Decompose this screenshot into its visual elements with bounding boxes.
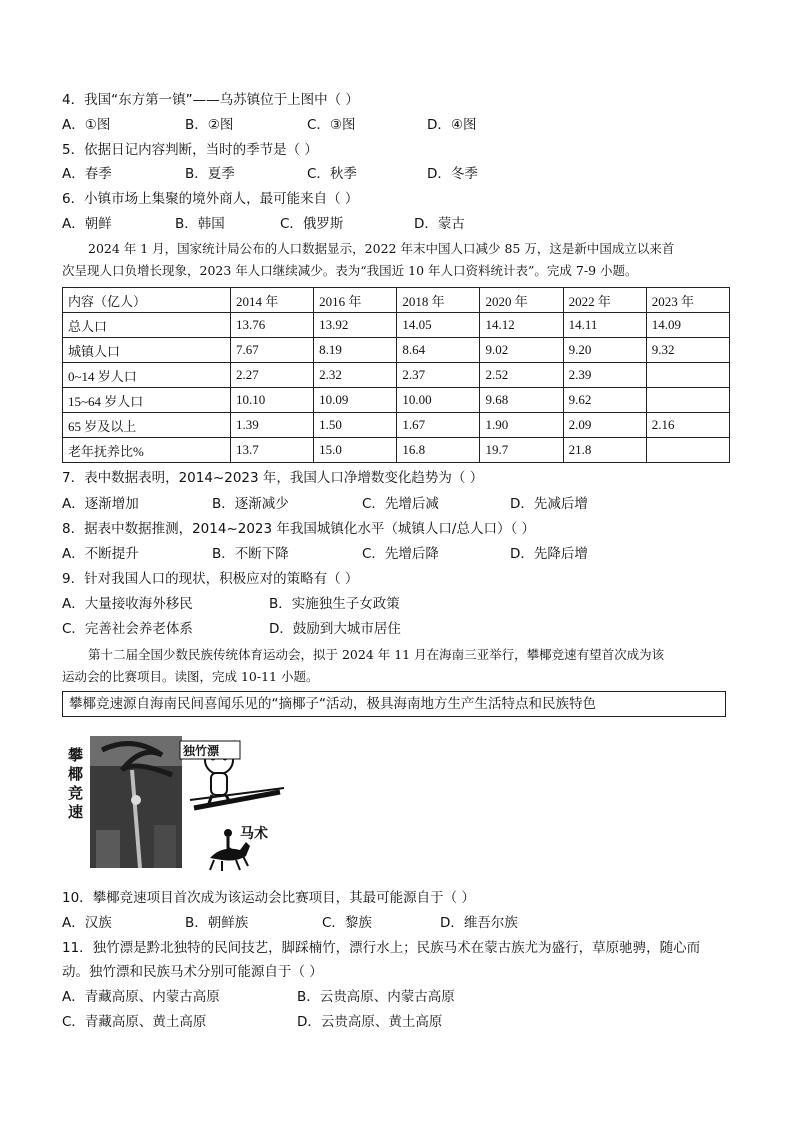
boxed-note: 攀椰竞速源自海南民间喜闻乐见的“摘椰子“活动，极具海南地方生产生活特点和民族特色 (62, 691, 726, 717)
row-label-cell: 0~14 岁人口 (63, 363, 231, 388)
question-10-stem: 10．攀椰竞速项目首次成为该运动会比赛项目，其最可能源自于（ ） (62, 890, 475, 906)
climb-label-4: 速 (68, 803, 84, 821)
option-c: C．秋季 (307, 166, 357, 182)
row-label-cell: 老年抚养比% (63, 438, 231, 463)
column-header: 2018 年 (397, 288, 480, 313)
table-cell: 10.00 (397, 388, 480, 413)
table-cell: 10.10 (231, 388, 314, 413)
option-d: D．蒙古 (414, 216, 465, 232)
sports-figure (62, 730, 302, 875)
table-cell: 7.67 (231, 338, 314, 363)
option-c: C．完善社会养老体系 (62, 621, 193, 637)
option-b: B．夏季 (185, 166, 235, 182)
passage-line: 2024 年 1 月，国家统计局公布的人口数据显示，2022 年末中国人口减少 85 万，这是新中国成立以来首 (88, 241, 675, 256)
table-cell: 1.39 (231, 413, 314, 438)
table-cell: 15.0 (314, 438, 397, 463)
option-c: C．黎族 (322, 915, 372, 931)
option-b: B．云贵高原、内蒙古高原 (297, 989, 455, 1005)
table-cell: 2.27 (231, 363, 314, 388)
option-a: A．大量接收海外移民 (62, 596, 193, 612)
table-cell: 14.05 (397, 313, 480, 338)
table-row (63, 338, 730, 363)
option-d: D．先降后增 (510, 546, 588, 562)
column-header: 2020 年 (480, 288, 563, 313)
option-d: D．云贵高原、黄土高原 (297, 1014, 443, 1030)
option-b: B．朝鲜族 (185, 915, 249, 931)
question-9-stem: 9．针对我国人口的现状，积极应对的策略有（ ） (62, 571, 359, 587)
question-5-stem: 5．依据日记内容判断，当时的季节是（ ） (62, 142, 318, 158)
option-a: A．青藏高原、内蒙古高原 (62, 989, 220, 1005)
option-c: C．俄罗斯 (280, 216, 344, 232)
table-cell: 9.68 (480, 388, 563, 413)
climb-label-2: 椰 (68, 765, 84, 783)
table-cell: 13.7 (231, 438, 314, 463)
table-cell: 9.62 (563, 388, 646, 413)
passage-line: 运动会的比赛项目。读图，完成 10-11 小题。 (62, 669, 319, 684)
table-cell: 2.37 (397, 363, 480, 388)
question-8-stem: 8．据表中数据推测，2014~2023 年我国城镇化水平（城镇人口/总人口）（ ） (62, 521, 535, 537)
option-a: A．春季 (62, 166, 112, 182)
table-cell: 1.90 (480, 413, 563, 438)
table-cell: 1.67 (397, 413, 480, 438)
sports-illustration (62, 730, 302, 875)
column-header: 2016 年 (314, 288, 397, 313)
option-b: B．实施独生子女政策 (269, 596, 400, 612)
column-header: 内容（亿人） (63, 288, 231, 313)
table-cell: 9.20 (563, 338, 646, 363)
option-a: A．汉族 (62, 915, 112, 931)
column-header: 2014 年 (231, 288, 314, 313)
table-header-row (63, 288, 730, 313)
option-a: A．①图 (62, 117, 111, 133)
table-cell: 16.8 (397, 438, 480, 463)
passage-line: 第十二届全国少数民族传统体育运动会，拟于 2024 年 11 月在海南三亚举行，攀椰竞速有望首次成为该 (88, 647, 665, 662)
population-table (62, 287, 730, 463)
sports-passage (62, 644, 730, 688)
option-d: D．鼓励到大城市居住 (269, 621, 401, 637)
table-cell: 9.02 (480, 338, 563, 363)
table-cell: 14.12 (480, 313, 563, 338)
row-label-cell: 65 岁及以上 (63, 413, 231, 438)
option-c: C．③图 (307, 117, 356, 133)
table-cell (646, 363, 729, 388)
table-row (63, 363, 730, 388)
option-a: A．不断提升 (62, 546, 139, 562)
table-cell: 19.7 (480, 438, 563, 463)
option-c: C．先增后降 (362, 546, 439, 562)
table-cell: 2.09 (563, 413, 646, 438)
question-11-stem-line2: 动。独竹漂和民族马术分别可能源自于（ ） (62, 964, 323, 980)
population-passage (62, 238, 730, 282)
table-cell: 8.64 (397, 338, 480, 363)
table-cell: 13.76 (231, 313, 314, 338)
table-cell: 14.11 (563, 313, 646, 338)
option-b: B．逐渐减少 (212, 496, 289, 512)
option-b: B．不断下降 (212, 546, 289, 562)
table-cell: 2.52 (480, 363, 563, 388)
table-cell: 13.92 (314, 313, 397, 338)
option-a: A．朝鲜 (62, 216, 112, 232)
climb-label-1: 攀 (68, 746, 84, 764)
option-d: D．④图 (427, 117, 477, 133)
table-cell: 14.09 (646, 313, 729, 338)
question-11-stem-line1: 11．独竹漂是黔北独特的民间技艺，脚踩楠竹，漂行水上；民族马术在蒙古族尤为盛行，草原驰骋，随心而 (62, 940, 701, 956)
option-d: D．冬季 (427, 166, 478, 182)
option-a: A．逐渐增加 (62, 496, 139, 512)
table-cell: 2.32 (314, 363, 397, 388)
option-b: B．韩国 (175, 216, 225, 232)
option-d: D．维吾尔族 (440, 915, 518, 931)
row-label-cell: 总人口 (63, 313, 231, 338)
horse-riding-label: 马术 (240, 826, 268, 842)
option-d: D．先减后增 (510, 496, 588, 512)
table-cell: 10.09 (314, 388, 397, 413)
table-cell: 21.8 (563, 438, 646, 463)
question-7-stem: 7．表中数据表明，2014~2023 年，我国人口净增数变化趋势为（ ） (62, 470, 484, 486)
bamboo-rafting-label: 独竹漂 (183, 744, 220, 758)
column-header: 2023 年 (646, 288, 729, 313)
table-cell: 2.39 (563, 363, 646, 388)
table-row (63, 313, 730, 338)
row-label-cell: 15~64 岁人口 (63, 388, 231, 413)
table-row (63, 388, 730, 413)
option-b: B．②图 (185, 117, 234, 133)
table-row (63, 438, 730, 463)
row-label-cell: 城镇人口 (63, 338, 231, 363)
table-cell: 8.19 (314, 338, 397, 363)
option-c: C．先增后减 (362, 496, 439, 512)
table-cell: 2.16 (646, 413, 729, 438)
question-6-stem: 6．小镇市场上集聚的境外商人，最可能来自（ ） (62, 191, 359, 207)
table-row (63, 413, 730, 438)
table-cell: 1.50 (314, 413, 397, 438)
table-cell (646, 388, 729, 413)
option-c: C．青藏高原、黄土高原 (62, 1014, 207, 1030)
table-cell: 9.32 (646, 338, 729, 363)
table-cell (646, 438, 729, 463)
question-4-stem: 4．我国“东方第一镇”——乌苏镇位于上图中（ ） (62, 92, 359, 108)
column-header: 2022 年 (563, 288, 646, 313)
passage-line: 次呈现人口负增长现象，2023 年人口继续减少。表为“我国近 10 年人口资料统计表”。完成 7-9 小题。 (62, 263, 638, 278)
climb-label-3: 竞 (68, 784, 84, 802)
